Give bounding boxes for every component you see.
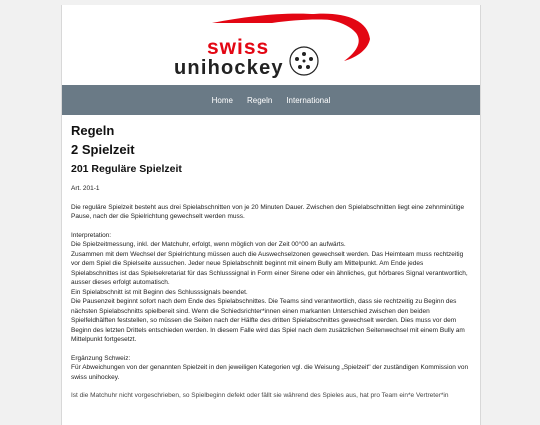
interpretation-text: Ein Spielabschnitt ist mit Beginn des Schlusssignals beendet.: [71, 288, 248, 296]
nav-item-home[interactable]: Home: [211, 95, 233, 105]
nav-item-international[interactable]: International: [286, 95, 331, 105]
supplement-text: Ist die Matchuhr nicht vorgeschrieben, so Spielbeginn defekt oder fällt sie während des Spieles aus, hat pro Team ein*e Vertreter*in: [71, 392, 449, 399]
section-title: 201 Reguläre Spielzeit: [71, 163, 182, 175]
supplement-text: Für Abweichungen von der genannten Spielzeit in den jeweiligen Kategorien vgl. die Weisung „Spielzeit" der zuständigen Kommission von swiss unihockey.: [71, 364, 469, 381]
interpretation-text: Die Pausenzeit beginnt sofort nach dem Ende des Spielabschnittes. Die Teams sind verantwortlich, dass sie rechtzeitig zu Beginn des nächsten Spielabschnitts spielbereit sind. Wenn die Schiedsrichter*innen einen markanten Unterschied zwischen den beiden Spielfeldhälften feststellen, so müssen die Seiten nach der Hälfte des dritten Spielabschnittes gewechselt werden. Dies muss vor dem Beginn des letzten Drittels entschieden werden. In diesem Falle wird das Spiel nach dem zusätzlichen Seitenwechsel mit einem Bully am Mittelpunkt fortgesetzt.: [71, 298, 465, 343]
chapter-title: 2 Spielzeit: [71, 142, 135, 157]
interpretation-text: Die Spielzeitmessung, inkl. der Matchuhr, erfolgt, wenn möglich von der Zeit 00°00 an aufwärts.: [71, 241, 346, 248]
logo-text-unihockey: unihockey: [174, 57, 284, 79]
interpretation-heading: Interpretation:: [71, 231, 112, 239]
logo-text-swiss: swiss: [207, 36, 270, 59]
floorball-icon: [288, 45, 320, 77]
nav-item-regeln[interactable]: Regeln: [246, 95, 273, 105]
page-container: [61, 5, 481, 425]
site-header: [62, 5, 480, 85]
main-content: [71, 122, 469, 401]
rule-paragraph: Die reguläre Spielzeit besteht aus drei Spielabschnitten von je 20 Minuten Dauer. Zwischen den Spielabschnitten liegt eine zehnminütige Pause, nach der die Spielrichtung gewechselt werden muss.: [71, 203, 465, 220]
page-title: Regeln: [71, 123, 115, 138]
supplement-heading: Ergänzung Schweiz:: [71, 354, 131, 362]
interpretation-text: Zusammen mit dem Wechsel der Spielrichtung müssen auch die Auswechselzonen gewechselt werden. Das Heimteam muss rechtzeitig vor dem Spiel die Spielseite aussuchen. Jeder neue Spielabschnitt beginnt mit einem Bully am Mittelpunkt. Am Ende jedes Spielabschnittes ist das Spielsekretariat für das Schlusssignal in Form einer Sirene oder ein ähnliches, gut hörbares Signal verantwortlich, ausser dieses erfolgt automatisch.: [71, 250, 468, 286]
rule-id: Art. 201-1: [71, 185, 100, 192]
main-nav: [62, 85, 480, 115]
